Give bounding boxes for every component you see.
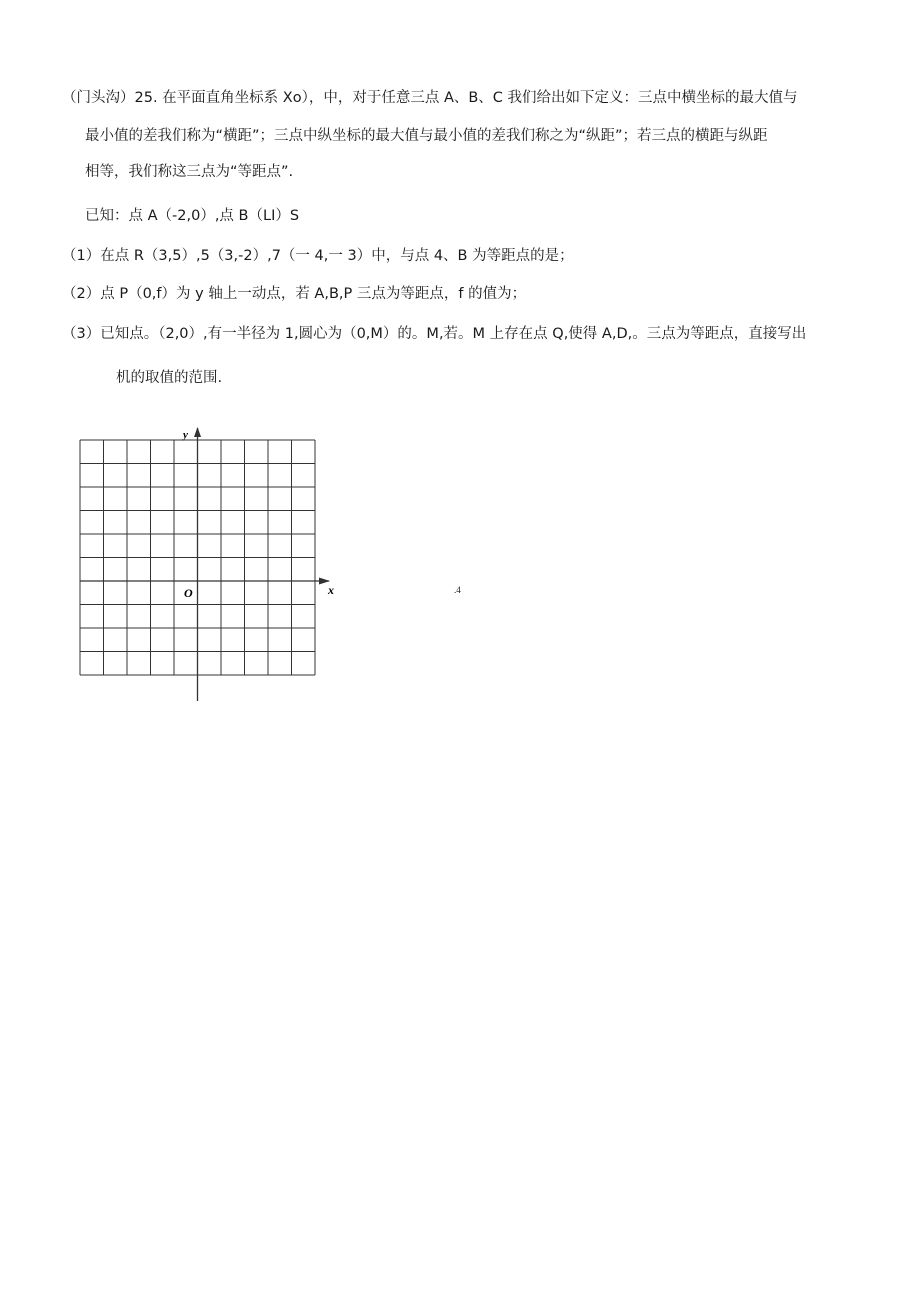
part-3: （3）已知点。（2,0）,有一半径为 1,圆心为（0,M）的。M,若。M 上存在点 Q,使得 A,D,。三点为等距点，直接写出 <box>62 326 807 342</box>
part-3-continuation: 机的取值的范围. <box>116 370 223 386</box>
part-2: （2）点 P（0,f）为 y 轴上一动点，若 A,B,P 三点为等距点，f 的值为； <box>62 286 527 302</box>
part-1: （1）在点 R（3,5）,5（3,-2）,7（一 4,一 3）中，与点 4、B 为等距点的是； <box>62 248 574 264</box>
problem-line-2: 最小值的差我们称为“横距”；三点中纵坐标的最大值与最小值的差我们称之为“纵距”；若三点的横距与纵距 <box>85 128 768 144</box>
problem-line-1: （门头沟）25. 在平面直角坐标系 Xo），中，对于任意三点 A、B、C 我们给出如下定义：三点中横坐标的最大值与 <box>62 90 798 106</box>
given-line: 已知：点 A（-2,0）,点 B（LI）S <box>85 208 300 224</box>
problem-line-3: 相等，我们称这三点为“等距点”. <box>85 164 294 180</box>
y-axis-label: y <box>183 429 188 441</box>
coordinate-grid-figure <box>70 420 350 710</box>
origin-label: O <box>184 586 193 600</box>
stray-mark: .4 <box>454 585 461 595</box>
x-axis-label: x <box>328 583 334 597</box>
y-axis-arrow <box>194 427 201 437</box>
axes <box>80 427 330 701</box>
